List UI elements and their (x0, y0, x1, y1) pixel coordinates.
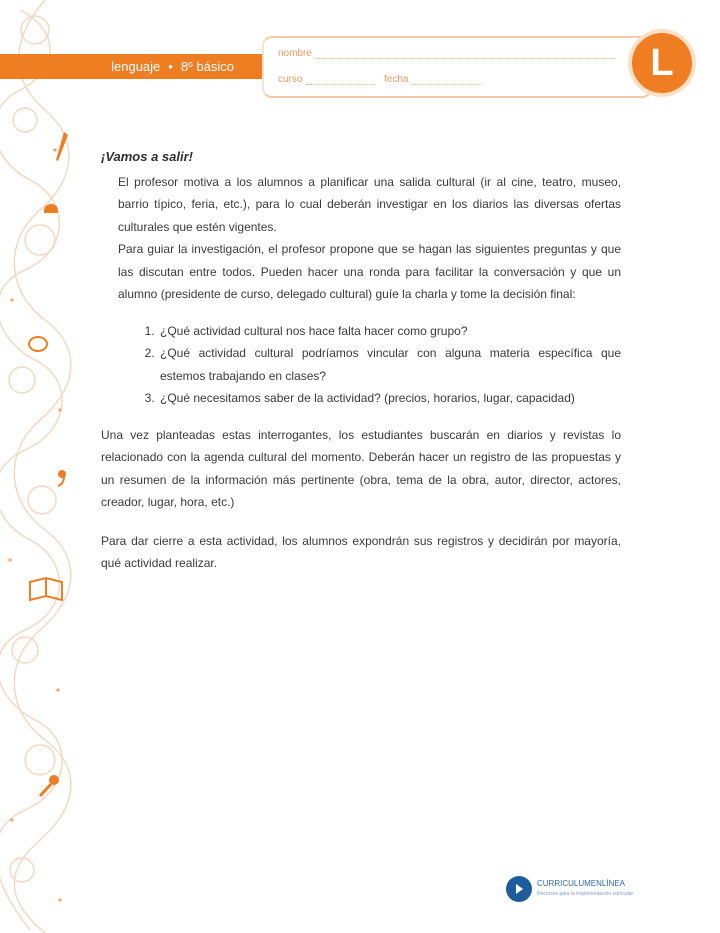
activity-content (101, 146, 621, 575)
speech-bubble-icon (29, 337, 47, 351)
subject-header-band (0, 54, 262, 79)
comma-icon (58, 470, 66, 486)
logo-subtext: Recursos para la implementación curricular (537, 891, 634, 897)
name-input-line[interactable] (316, 48, 616, 59)
name-field[interactable] (278, 48, 616, 59)
decorative-swirl-border (0, 0, 80, 933)
date-input-line[interactable] (412, 74, 482, 85)
grade-label: 8º básico (180, 59, 234, 74)
quill-icon (56, 132, 68, 161)
course-field[interactable] (278, 74, 376, 85)
header-separator: • (168, 59, 173, 74)
subject-label: lenguaje (111, 59, 161, 74)
question-item: 3. ¿Qué necesitamos saber de la actividad? (precios, horarios, lugar, capacidad) (158, 387, 621, 410)
intro-paragraph-1: El profesor motiva a los alumnos a planificar una salida cultural (ir al cine, teatro, museo, barrio típico, feria, etc.), para lo cual deberán investigar en los diarios las diversas ofertas culturales que estén vigentes. (118, 174, 621, 234)
play-arrow-icon (506, 876, 532, 902)
name-label: nombre (278, 48, 312, 59)
activity-title: ¡Vamos a salir! (101, 149, 194, 164)
subject-letter-badge: L (632, 33, 692, 93)
closing-paragraph: Para dar cierre a esta actividad, los alumnos expondrán sus registros y decidirán por mayoría, qué actividad realizar. (101, 533, 621, 570)
question-item: 2. ¿Qué actividad cultural podríamos vincular con alguna materia específica que estemos trabajando en clases? (158, 342, 621, 387)
intro-paragraph-2: Para guiar la investigación, el profesor propone que se hagan las siguientes preguntas y que las discutan entre todos. Pueden hacer una ronda para facilitar la conversación y que un alumno (presidente de curso, delegado cultural) guíe la charla y tome la decisión final: (118, 242, 621, 301)
question-item: 1. ¿Qué actividad cultural nos hace falta hacer como grupo? (158, 320, 621, 343)
guiding-questions-list (101, 320, 621, 410)
course-input-line[interactable] (306, 74, 376, 85)
logo-text: CURRICULUMENLÍNEA (537, 879, 626, 888)
date-label: fecha (384, 74, 409, 85)
curriculum-en-linea-logo[interactable] (506, 876, 633, 902)
student-info-box (262, 36, 652, 98)
research-paragraph: Una vez planteadas estas interrogantes, los estudiantes buscarán en diarios y revistas lo relacionado con la agenda cultural del momento. Deberán hacer un registro de las propuestas y un resumen de la información más pertinente (obra, tema de la obra, autor, director, actores, creador, lugar, hora, etc.) (101, 427, 621, 509)
course-label: curso (278, 74, 303, 85)
date-field[interactable] (384, 74, 482, 85)
